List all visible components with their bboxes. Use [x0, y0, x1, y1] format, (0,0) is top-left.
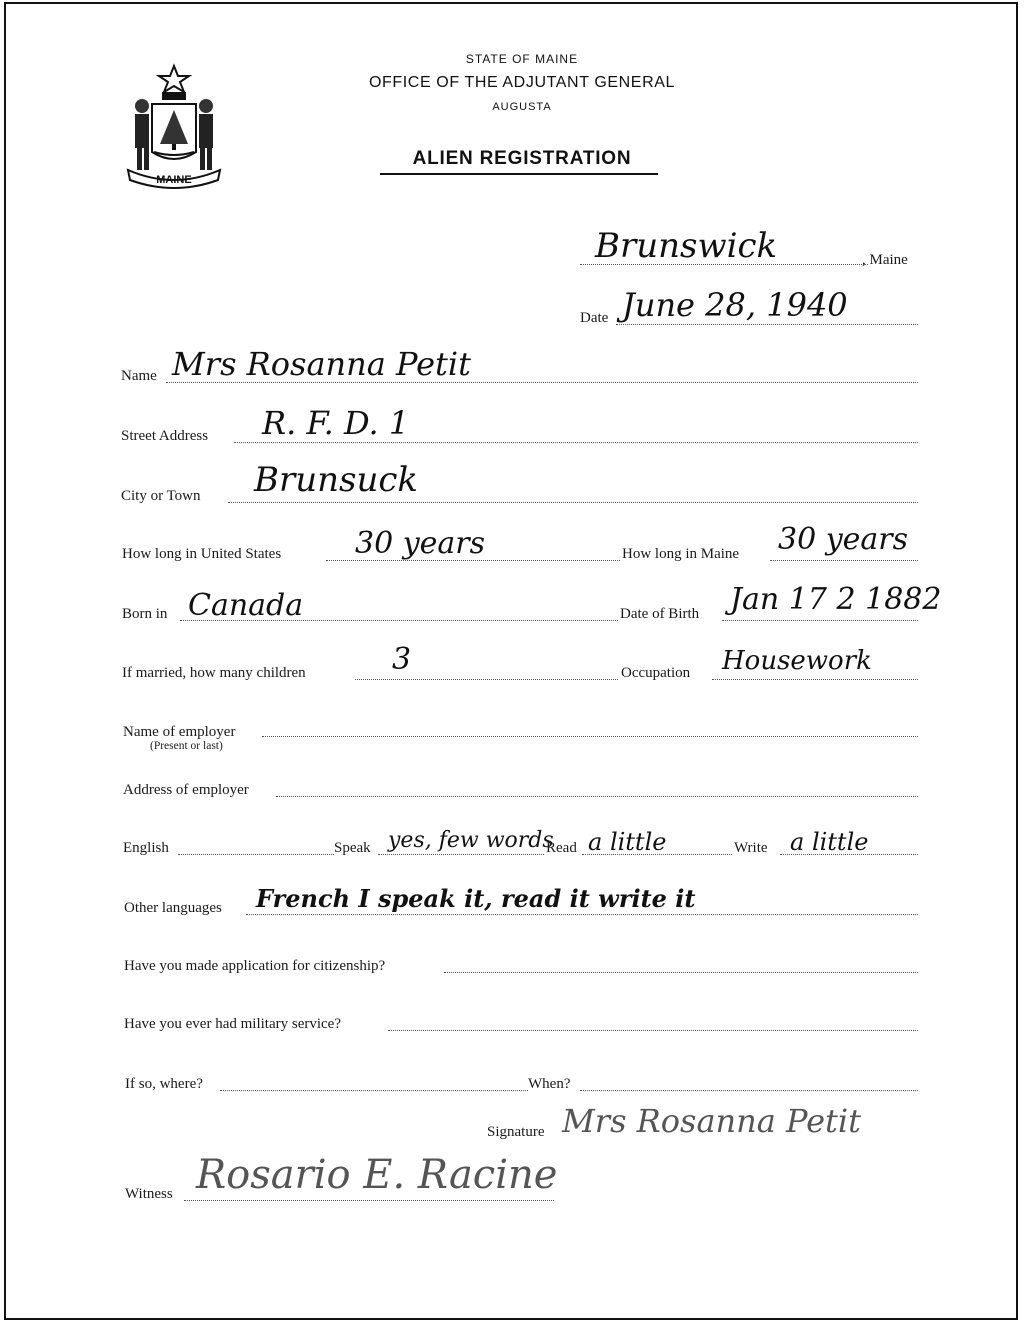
- write-label: Write: [734, 840, 768, 856]
- occupation-line: [712, 679, 918, 680]
- svg-text:MAINE: MAINE: [156, 174, 192, 186]
- us-value: 30 years: [355, 526, 486, 561]
- citizenship-label: Have you made application for citizenship?: [124, 958, 386, 974]
- signature-label: Signature: [487, 1124, 545, 1140]
- children-line: [355, 679, 618, 680]
- name-value: Mrs Rosanna Petit: [172, 345, 471, 383]
- witness-line: [184, 1200, 554, 1201]
- where-label: If so, where?: [125, 1076, 203, 1092]
- born-label: Born in: [122, 606, 168, 622]
- header-office: OFFICE OF THE ADJUTANT GENERAL: [368, 74, 676, 91]
- english-label: English: [123, 840, 169, 856]
- street-value: R. F. D. 1: [262, 404, 410, 442]
- dob-value: Jan 17 2 1882: [730, 582, 942, 617]
- citizenship-line: [444, 972, 918, 973]
- employer-label: Name of employer: [123, 724, 236, 740]
- witness-signature: Rosario E. Racine: [196, 1152, 558, 1198]
- read-label: Read: [546, 840, 577, 856]
- children-value: 3: [392, 642, 412, 677]
- employer-addr-line: [276, 796, 918, 797]
- header-state: STATE OF MAINE: [465, 52, 579, 66]
- occupation-label: Occupation: [621, 665, 691, 681]
- born-value: Canada: [188, 588, 304, 623]
- employer-line: [262, 736, 918, 737]
- header-city: AUGUSTA: [492, 101, 552, 113]
- speak-value: yes, few words: [388, 828, 554, 853]
- where-line: [220, 1090, 528, 1091]
- witness-label: Witness: [125, 1186, 173, 1202]
- children-label: If married, how many children: [122, 665, 306, 681]
- other-line: [246, 914, 918, 915]
- date-label: Date: [580, 310, 609, 326]
- other-value: French I speak it, read it write it: [256, 884, 696, 913]
- dob-label: Date of Birth: [620, 606, 700, 622]
- maine-line: [770, 560, 918, 561]
- speak-label: Speak: [334, 840, 371, 856]
- city-value: Brunsuck: [254, 460, 419, 500]
- signature-value: Mrs Rosanna Petit: [562, 1102, 861, 1140]
- street-label: Street Address: [121, 428, 209, 444]
- write-value: a little: [790, 828, 869, 856]
- english-line: [178, 854, 334, 855]
- city-label: City or Town: [121, 488, 201, 504]
- date-line: [616, 324, 918, 325]
- city-line: [228, 502, 918, 503]
- form-title: ALIEN REGISTRATION: [412, 148, 632, 169]
- when-label: When?: [528, 1076, 571, 1092]
- us-label: How long in United States: [122, 546, 282, 562]
- employer-sub: (Present or last): [150, 740, 223, 752]
- employer-addr-label: Address of employer: [123, 782, 249, 798]
- occupation-value: Housework: [722, 646, 872, 676]
- maine-value: 30 years: [778, 522, 909, 557]
- town-suffix: , Maine: [862, 252, 908, 268]
- speak-line: [378, 854, 544, 855]
- maine-label: How long in Maine: [622, 546, 740, 562]
- title-underline: [380, 173, 658, 175]
- military-line: [388, 1030, 918, 1031]
- military-label: Have you ever had military service?: [124, 1016, 341, 1032]
- town-value: Brunswick: [595, 226, 778, 266]
- dob-line: [722, 620, 918, 621]
- date-value: June 28, 1940: [622, 286, 848, 324]
- read-value: a little: [588, 828, 667, 856]
- name-label: Name: [121, 368, 157, 384]
- other-label: Other languages: [124, 900, 222, 916]
- street-line: [234, 442, 918, 443]
- when-line: [580, 1090, 918, 1091]
